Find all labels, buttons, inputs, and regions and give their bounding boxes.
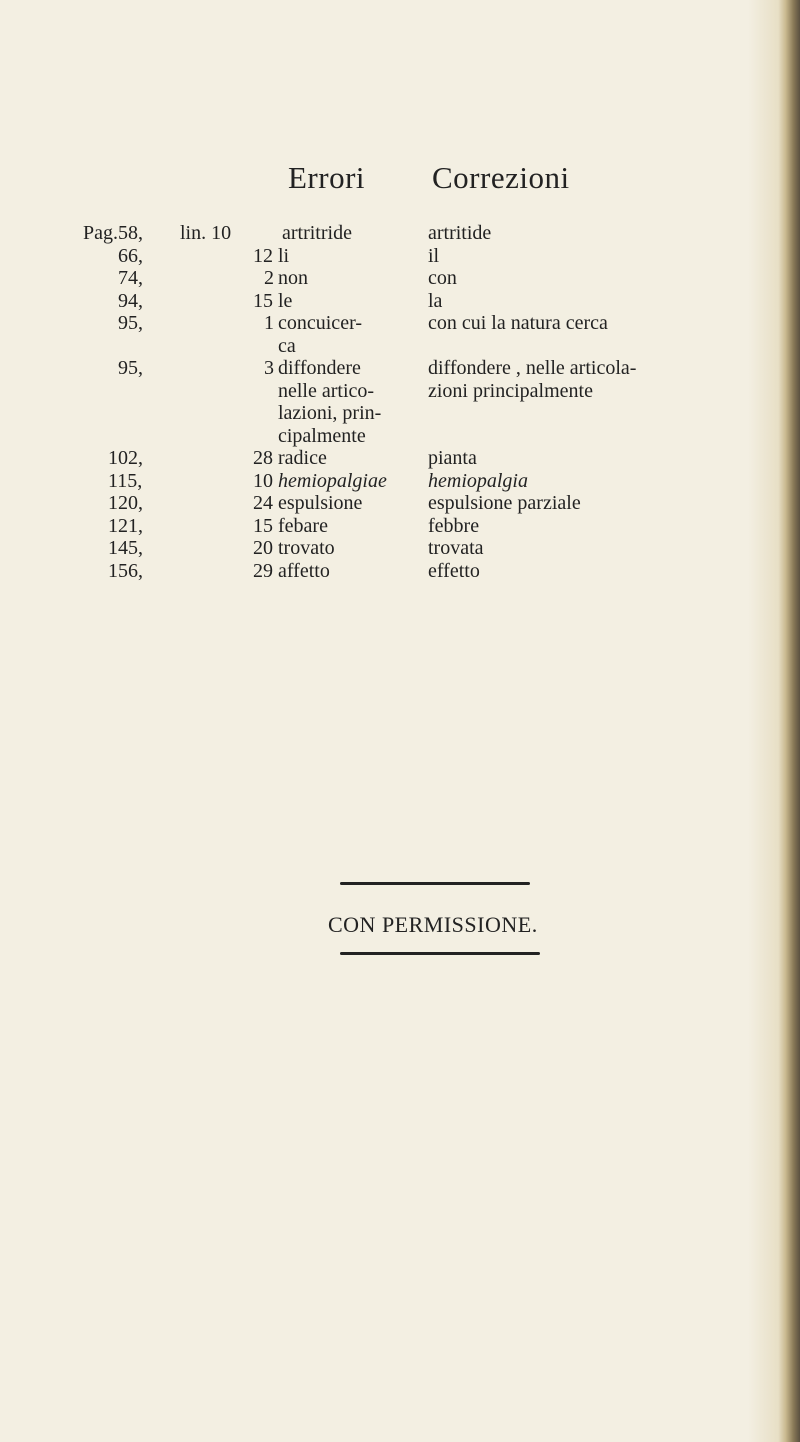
page-value: 95, [118,312,143,334]
error-text: non [278,267,308,289]
page-edge [778,0,800,1442]
error-text: artritride [282,222,352,244]
correction-text: pianta [428,447,477,469]
page-value: 120, [108,492,143,514]
correction-text: effetto [428,559,480,582]
correction-text: febbre [428,514,480,537]
page-number [108,515,188,538]
errata-row [0,222,790,245]
divider-rule-top [340,882,530,885]
line-number: 2 [264,267,274,289]
errata-row [0,357,790,447]
page-number [108,560,188,583]
page-number [118,267,198,290]
errata-row [0,245,790,268]
error-text: affetto [278,559,330,582]
license-text: CON PERMISSIONE. [328,912,538,937]
page-value: 156, [108,559,143,582]
correction-text: hemiopalgia [428,469,528,492]
line-number: 1 [264,312,274,334]
page-value: 94, [118,289,143,312]
line-number: 12 [253,244,273,267]
error-text: hemiopalgiae [278,469,387,492]
page-prefix: Pag. [83,222,118,244]
correction-text: la [428,289,443,312]
error-text: trovato [278,537,335,559]
divider-rule-bottom [340,952,540,955]
page-number [118,357,198,380]
errata-row [0,515,790,538]
errata-row [0,312,790,357]
page-number [108,537,188,560]
correction-text: diffondere , nelle articola- zioni principalmente [428,357,637,402]
error-text: radice [278,447,327,469]
page-value: 74, [118,267,143,289]
line-number: 24 [253,492,273,514]
page-number [118,290,198,313]
page-edge-shadow [748,0,778,1442]
page-number [108,447,188,470]
line-number: 15 [253,514,273,537]
page-number [118,312,198,335]
page-number [118,245,198,268]
error-text: febare [278,514,328,537]
page-number [108,470,188,493]
line-number: lin. 10 [180,222,232,244]
correction-text: il [428,244,440,267]
correction-text: trovata [428,537,484,559]
correction-text: artritide [428,222,492,244]
errata-row [0,447,790,470]
line-number: 20 [253,537,273,559]
errata-row [0,290,790,313]
error-text: li [278,244,290,267]
error-text: diffondere nelle artico- lazioni, prin- cipalmente [278,357,382,447]
errata-row [0,492,790,515]
correction-text: con cui la natura cerca [428,312,608,334]
page-number [108,492,188,515]
page-value: 115, [108,469,143,492]
errors-heading: Errori [288,160,366,195]
line-number: 10 [253,469,273,492]
error-text: concuicer- ca [278,312,362,357]
correction-text: espulsione parziale [428,492,581,514]
errata-row [0,470,790,493]
corrections-heading: Correzioni [432,160,570,195]
page-value: 95, [118,357,143,379]
page-value: 58, [118,222,143,244]
page-value: 66, [118,244,143,267]
page-value: 145, [108,537,143,559]
line-number: 28 [253,447,273,469]
page-value: 121, [108,514,143,537]
correction-text: con [428,267,457,289]
errata-row [0,560,790,583]
error-text: espulsione [278,492,363,514]
line-number: 15 [253,289,273,312]
page-value: 102, [108,447,143,469]
line-number: 29 [253,559,273,582]
errata-row [0,537,790,560]
error-text: le [278,289,293,312]
errata-row [0,267,790,290]
line-number: 3 [264,357,274,379]
